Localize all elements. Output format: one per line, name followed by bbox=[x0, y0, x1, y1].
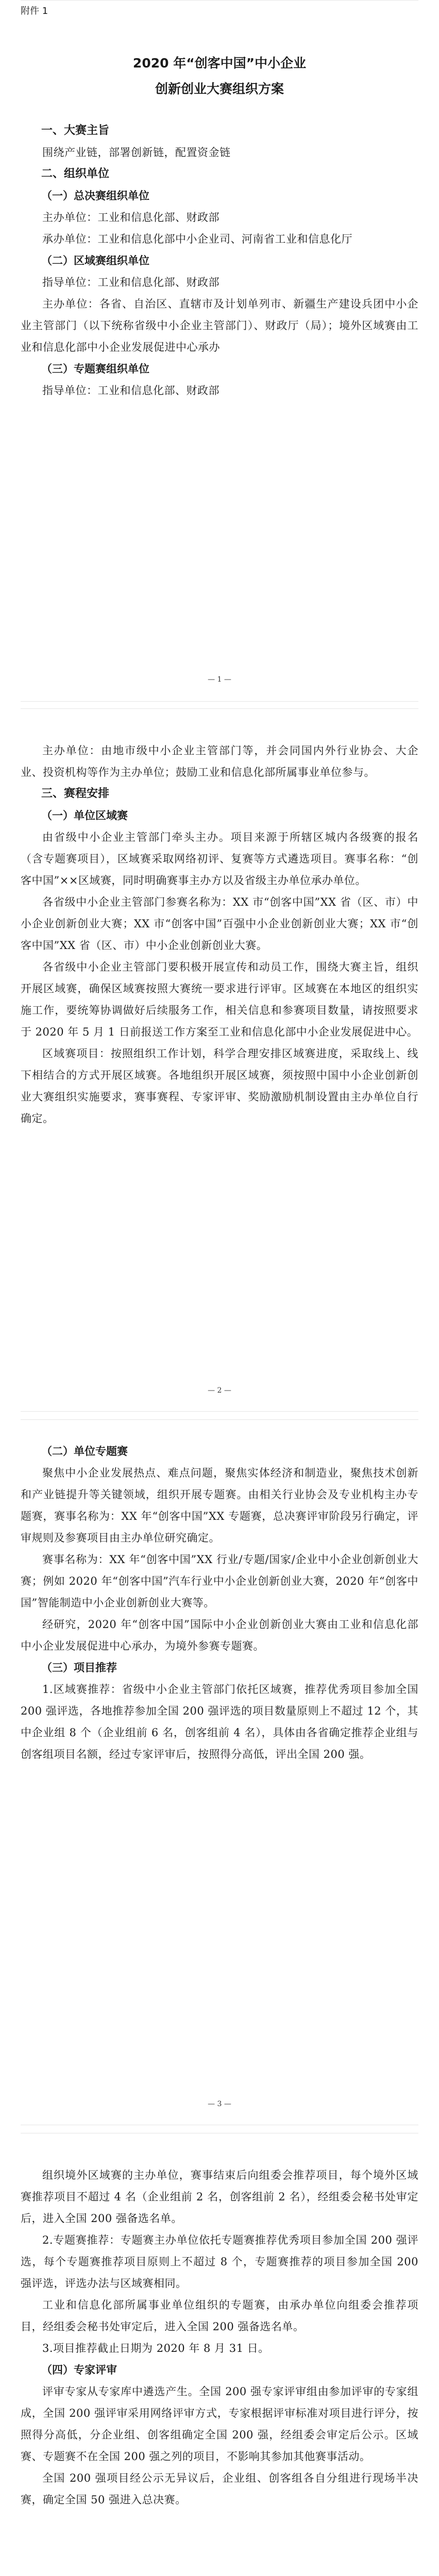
subsection-heading: （四）专家评审 bbox=[41, 2364, 117, 2376]
document-page-1 bbox=[21, 0, 418, 702]
subsection-heading: （三）项目推荐 bbox=[41, 1662, 117, 1674]
paragraph: 经研究，2020 年“创客中国”国际中小企业创新创业大赛由工业和信息化部中小企业发展促进中心承办，为境外参赛专题赛。 bbox=[21, 1618, 418, 1652]
paragraph: 各省级中小企业主管部门要积极开展宣传和动员工作，围绕大赛主旨，组织开展区域赛，确保区域赛按照大赛统一要求进行评审。区域赛在本地区的组织实施工作，要统筹协调做好后续服务工作，相关信息和参赛项目数量，请按照要求于 2020 年 5 月 1 日前报送工作方案至工业和信息化部中小企业发展促进中心。 bbox=[21, 961, 418, 1038]
document-page-3 bbox=[21, 1419, 418, 2125]
paragraph: 1.区域赛推荐：省级中小企业主管部门依托区域赛，推荐优秀项目参加全国 200 强评选，各地推荐参加全国 200 强评选的项目数量原则上不超过 12 个，其中企业组 8 个（企业组前 6 名，创客组前 4 名），具体由各省确定推荐企业组与创客组项目名额，经过专家评审后，按照得分高低，评出全国 200 强。 bbox=[21, 1683, 418, 1760]
paragraph: 各省级中小企业主管部门参赛名称为：XX 市“创客中国”XX 省（区、市）中小企业创新创业大赛；XX 市“创客中国”百强中小企业创新创业大赛；XX 市“创客中国”XX 省（区、市）中小企业创新创业大赛。 bbox=[21, 896, 418, 952]
annex-label: 附件 1 bbox=[21, 6, 48, 16]
paragraph: 2.专题赛推荐：专题赛主办单位依托专题赛推荐优秀项目参加全国 200 强评选，每个专题赛推荐项目原则上不超过 8 个，专题赛推荐的项目参加全国 200 强评选，评选办法与区域赛相同。 bbox=[21, 2234, 418, 2290]
paragraph: 全国 200 强项目经公示无异议后，企业组、创客组各自分组进行现场半决赛，确定全国 50 强进入总决赛。 bbox=[21, 2472, 418, 2506]
subsection-heading: （二）区域赛组织单位 bbox=[41, 255, 149, 267]
subsection-heading: （一）总决赛组织单位 bbox=[41, 190, 149, 202]
section-heading-1: 一、大赛主旨 bbox=[41, 124, 110, 137]
paragraph: 主办单位：各省、自治区、直辖市及计划单列市、新疆生产建设兵团中小企业主管部门（以下统称省级中小企业主管部门）、财政厅（局）；境外区域赛由工业和信息化部中小企业发展促进中心承办 bbox=[21, 298, 418, 353]
paragraph: 评审专家从专家库中遴选产生。全国 200 强专家评审组由参加评审的专家组成，全国 200 强评审采用网络评审方式，专家根据评审标准对项目进行评分，按照得分高低，分企业组、创客组确定全国 200 强，经组委会审定后公示。区域赛、专题赛不在全国 200 强之列的项目，不影响其参加其他赛事活动。 bbox=[21, 2385, 418, 2463]
document-title-line-2: 创新创业大赛组织方案 bbox=[155, 81, 284, 96]
document-page-2 bbox=[21, 708, 418, 1412]
paragraph: 聚焦中小企业发展热点、难点问题，聚焦实体经济和制造业，聚焦技术创新和产业链提升等关键领域，组织开展专题赛。由相关行业协会及专业机构主办专题赛，赛事名称为：XX 年“创客中国”XX 专题赛，总决赛评审阶段另行确定，评审规则及参赛项目由主办单位研究确定。 bbox=[21, 1467, 418, 1544]
section-heading-3: 三、赛程安排 bbox=[41, 787, 110, 800]
paragraph: 承办单位：工业和信息化部中小企业司、河南省工业和信息化厅 bbox=[42, 233, 352, 245]
document-title-line-1: 2020 年“创客中国”中小企业 bbox=[132, 56, 307, 71]
document-page-4 bbox=[21, 2133, 418, 2576]
paragraph: 组织境外区域赛的主办单位，赛事结束后向组委会推荐项目，每个境外区域赛推荐项目不超过 4 名（企业组前 2 名，创客组前 2 名），经组委会秘书处审定后，进入全国 200 强备选名单。 bbox=[21, 2169, 418, 2225]
paragraph: 赛事名称为：XX 年“创客中国”XX 行业/专题/国家/企业中小企业创新创业大赛；例如 2020 年“创客中国”汽车行业中小企业创新创业大赛，2020 年“创客中国”智能制造中小企业创新创业大赛等。 bbox=[21, 1553, 418, 1609]
paragraph: 工业和信息化部所属事业单位组织的专题赛，由承办单位向组委会推荐项目，经组委会秘书处审定后，进入全国 200 强备选名单。 bbox=[21, 2299, 418, 2333]
subsection-heading: （三）专题赛组织单位 bbox=[41, 363, 149, 375]
section-heading-2: 二、组织单位 bbox=[41, 167, 110, 180]
subsection-heading: （一）单位区域赛 bbox=[41, 809, 128, 822]
paragraph: 主办单位：工业和信息化部、财政部 bbox=[42, 211, 220, 224]
paragraph: 由省级中小企业主管部门牵头主办。项目来源于所辖区城内各级赛的报名（含专题赛项目），区域赛采取网络初评、复赛等方式遴选项目。赛事名称：“创客中国”××区域赛，同时明确赛事主办方以及省级主办单位承办单位。 bbox=[21, 831, 418, 887]
page-number: — 2 — bbox=[208, 1386, 231, 1395]
section-1-body: 围绕产业链，部署创新链，配置资金链 bbox=[42, 146, 231, 159]
paragraph: 指导单位：工业和信息化部、财政部 bbox=[42, 276, 220, 289]
paragraph: 指导单位：工业和信息化部、财政部 bbox=[42, 384, 220, 397]
page-number: — 1 — bbox=[208, 675, 231, 684]
paragraph: 3.项目推荐截止日期为 2020 年 8 月 31 日。 bbox=[42, 2342, 269, 2354]
subsection-heading: （二）单位专题赛 bbox=[41, 1445, 128, 1458]
paragraph: 主办单位：由地市级中小企业主管部门等，并会同国内外行业协会、大企业、投资机构等作为主办单位；鼓励工业和信息化部所属事业单位参与。 bbox=[21, 744, 418, 778]
page-number: — 3 — bbox=[208, 2100, 231, 2108]
paragraph: 区域赛项目：按照组织工作计划，科学合理安排区域赛进度，采取线上、线下相结合的方式开展区域赛。各地组织开展区域赛，须按照中国中小企业创新创业大赛组织实施要求，赛事赛程、专家评审、奖励激励机制设置由主办单位自行确定。 bbox=[21, 1047, 418, 1125]
